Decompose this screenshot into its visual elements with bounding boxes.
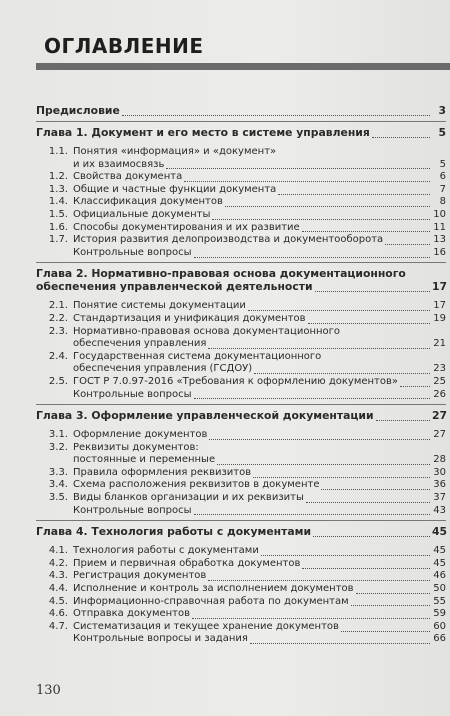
item-number: 2.5. [48, 375, 68, 387]
leader-dots [209, 431, 430, 440]
toc-page: 23 [433, 363, 446, 375]
leader-dots [278, 186, 430, 195]
leader-dots [250, 635, 430, 644]
toc-item[interactable] [36, 545, 446, 558]
item-text: Свойства документа [73, 171, 183, 183]
toc-page: 16 [433, 246, 446, 258]
toc-page: 55 [433, 595, 446, 607]
leader-dots [248, 302, 430, 311]
toc-page: 11 [433, 221, 446, 233]
item-text: Исполнение и контроль за исполнением документов [73, 583, 354, 595]
toc-page: 46 [433, 570, 446, 582]
leader-dots [122, 107, 430, 116]
item-text: Отправка документов [73, 608, 191, 620]
toc-chapter-4[interactable] [36, 525, 446, 539]
toc-page: 17 [433, 300, 446, 312]
toc-item[interactable] [36, 376, 446, 389]
toc-page: 10 [433, 208, 446, 220]
item-text: Классификация документов [73, 196, 223, 208]
item-number: 4.3. [48, 570, 68, 582]
toc-item[interactable] [36, 492, 446, 505]
toc-page: 36 [433, 479, 446, 491]
leader-dots [385, 236, 430, 245]
toc-item[interactable] [36, 222, 446, 235]
item-text: Технология работы с документами [73, 545, 259, 557]
leader-dots [313, 528, 430, 537]
item-text: Способы документирования и их развитие [73, 221, 300, 233]
divider [36, 121, 446, 122]
leader-dots [302, 223, 430, 232]
leader-dots [315, 283, 430, 292]
item-text: Регистрация документов [73, 570, 207, 582]
item-text: Стандартизация и унификация документов [73, 312, 306, 324]
toc-page: 27 [432, 409, 448, 423]
item-number: 1.5. [48, 208, 68, 220]
item-text: Виды бланков организации и их реквизиты [73, 492, 304, 504]
leader-dots [261, 547, 430, 556]
item-number: 3.5. [48, 492, 68, 504]
toc-item[interactable] [36, 570, 446, 583]
leader-dots [400, 378, 430, 387]
toc-page: 17 [432, 280, 448, 294]
item-text: ГОСТ Р 7.0.97-2016 «Требования к оформлению документов» [73, 375, 399, 387]
toc-page: 60 [433, 620, 446, 632]
toc-item[interactable] [36, 326, 446, 339]
toc-page: 43 [433, 504, 446, 516]
leader-dots [376, 412, 430, 421]
leader-dots [306, 494, 430, 503]
toc-chapter-2[interactable] [36, 267, 448, 294]
table-of-contents [36, 104, 446, 646]
toc-page: 66 [433, 633, 446, 645]
item-number: 4.2. [48, 557, 68, 569]
toc-page: 8 [439, 196, 446, 208]
toc-item[interactable] [36, 583, 446, 596]
item-text: и их взаимосвязь [73, 158, 165, 170]
item-text: Оформление документов [73, 429, 208, 441]
toc-item[interactable] [36, 247, 446, 260]
item-text: постоянные и переменные [73, 454, 216, 466]
toc-page: 3 [438, 104, 446, 117]
item-number: 1.7. [48, 234, 68, 246]
toc-item[interactable] [36, 608, 446, 621]
toc-chapter-3[interactable] [36, 409, 446, 423]
leader-dots [341, 623, 430, 632]
chapter-title: Глава 4. Технология работы с документами [36, 525, 312, 539]
page-title: ОГЛАВЛЕНИЕ [44, 34, 204, 58]
item-number: 1.6. [48, 221, 68, 233]
item-text: Контрольные вопросы [73, 246, 192, 258]
toc-page: 50 [433, 583, 446, 595]
leader-dots [208, 340, 430, 349]
toc-item[interactable] [36, 633, 446, 646]
toc-page: 19 [433, 312, 446, 324]
item-number: 1.1. [48, 146, 68, 157]
item-text: Государственная система документационного [73, 350, 322, 362]
chapter-title: Глава 1. Документ и его место в системе управления [36, 126, 370, 139]
toc-page: 59 [433, 608, 446, 620]
item-text: Нормативно-правовая основа документационного [73, 325, 341, 337]
divider [36, 404, 446, 405]
toc-item[interactable] [36, 171, 446, 184]
toc-item[interactable] [36, 351, 446, 364]
toc-page: 7 [439, 183, 446, 195]
toc-item[interactable] [36, 196, 446, 209]
item-number: 2.4. [48, 350, 68, 362]
toc-item[interactable] [36, 146, 446, 159]
leader-dots [302, 560, 430, 569]
toc-page: 45 [433, 545, 446, 557]
toc-item[interactable] [36, 429, 446, 442]
toc-item[interactable] [36, 442, 446, 455]
item-number: 1.2. [48, 171, 68, 183]
toc-page: 21 [433, 338, 446, 350]
toc-page: 5 [439, 158, 446, 170]
toc-page: 6 [439, 171, 446, 183]
item-number: 4.7. [48, 620, 68, 632]
item-text: История развития делопроизводства и документооборота [73, 234, 384, 246]
leader-dots [356, 585, 430, 594]
chapter-title-line-2-row [36, 280, 446, 294]
leader-dots [225, 198, 430, 207]
page-number: 130 [36, 683, 61, 698]
item-number: 3.2. [48, 441, 68, 453]
leader-dots [321, 481, 430, 490]
toc-item[interactable] [36, 300, 446, 313]
item-number: 1.3. [48, 183, 68, 195]
item-text: обеспечения управления [73, 338, 207, 350]
toc-page: 25 [433, 375, 446, 387]
item-number: 4.4. [48, 583, 68, 595]
leader-dots [166, 160, 430, 169]
toc-page: 30 [433, 466, 446, 478]
item-number: 3.1. [48, 429, 68, 441]
leader-dots [184, 173, 430, 182]
leader-dots [253, 469, 430, 478]
toc-preface[interactable] [36, 104, 446, 118]
toc-page: 45 [432, 525, 448, 539]
toc-item-cont[interactable] [36, 338, 446, 351]
item-number: 2.3. [48, 325, 68, 337]
item-text: Контрольные вопросы и задания [73, 633, 248, 645]
toc-page: 37 [433, 492, 446, 504]
item-text: Общие и частные функции документа [73, 183, 277, 195]
leader-dots [192, 610, 430, 619]
toc-item-cont[interactable] [36, 363, 446, 376]
toc-item[interactable] [36, 505, 446, 518]
toc-item[interactable] [36, 313, 446, 326]
leader-dots [194, 506, 430, 515]
item-text: Контрольные вопросы [73, 388, 192, 400]
leader-dots [372, 129, 430, 138]
toc-item[interactable] [36, 621, 446, 634]
toc-page: 26 [433, 388, 446, 400]
leader-dots [194, 390, 430, 399]
item-number: 3.4. [48, 479, 68, 491]
leader-dots [217, 456, 430, 465]
chapter-title-line-1: Глава 2. Нормативно-правовая основа документационного [36, 267, 406, 281]
divider [36, 520, 446, 521]
item-text: Понятие системы документации [73, 300, 246, 312]
item-text: Официальные документы [73, 208, 211, 220]
title-underline [36, 63, 450, 70]
item-text: Информационно-справочная работа по документам [73, 595, 349, 607]
item-text: Контрольные вопросы [73, 504, 192, 516]
toc-item[interactable] [36, 479, 446, 492]
toc-item[interactable] [36, 234, 446, 247]
toc-item[interactable] [36, 467, 446, 480]
divider [36, 262, 446, 263]
toc-item[interactable] [36, 209, 446, 222]
item-number: 4.5. [48, 595, 68, 607]
leader-dots [208, 572, 430, 581]
leader-dots [254, 365, 430, 374]
leader-dots [212, 211, 430, 220]
item-number: 4.6. [48, 608, 68, 620]
toc-item-cont[interactable] [36, 159, 446, 172]
item-number: 2.1. [48, 300, 68, 312]
item-text: Схема расположения реквизитов в документе [73, 479, 320, 491]
toc-page: 27 [433, 429, 446, 441]
leader-dots [308, 315, 430, 324]
item-number: 4.1. [48, 545, 68, 557]
item-number: 3.3. [48, 466, 68, 478]
toc-page: 13 [433, 234, 446, 246]
toc-item[interactable] [36, 596, 446, 609]
toc-item-cont[interactable] [36, 454, 446, 467]
toc-chapter-1[interactable] [36, 126, 446, 140]
chapter-title-line-2: обеспечения управленческой деятельности [36, 280, 313, 294]
item-text: обеспечения управления (ГСДОУ) [73, 363, 253, 375]
toc-page: 45 [433, 557, 446, 569]
toc-item[interactable] [36, 389, 446, 402]
leader-dots [194, 249, 430, 258]
item-text: Систематизация и текущее хранение документов [73, 620, 339, 632]
toc-item[interactable] [36, 558, 446, 571]
toc-entry-text: Предисловие [36, 104, 120, 117]
chapter-title: Глава 3. Оформление управленческой документации [36, 409, 374, 423]
toc-page: 28 [433, 454, 446, 466]
toc-item[interactable] [36, 184, 446, 197]
item-text: Реквизиты документов: [73, 441, 199, 453]
item-text: Прием и первичная обработка документов [73, 557, 301, 569]
toc-page: 5 [438, 126, 446, 139]
item-text: Понятия «информация» и «документ» [73, 146, 277, 157]
item-number: 1.4. [48, 196, 68, 208]
leader-dots [351, 597, 430, 606]
item-text: Правила оформления реквизитов [73, 466, 252, 478]
item-number: 2.2. [48, 312, 68, 324]
